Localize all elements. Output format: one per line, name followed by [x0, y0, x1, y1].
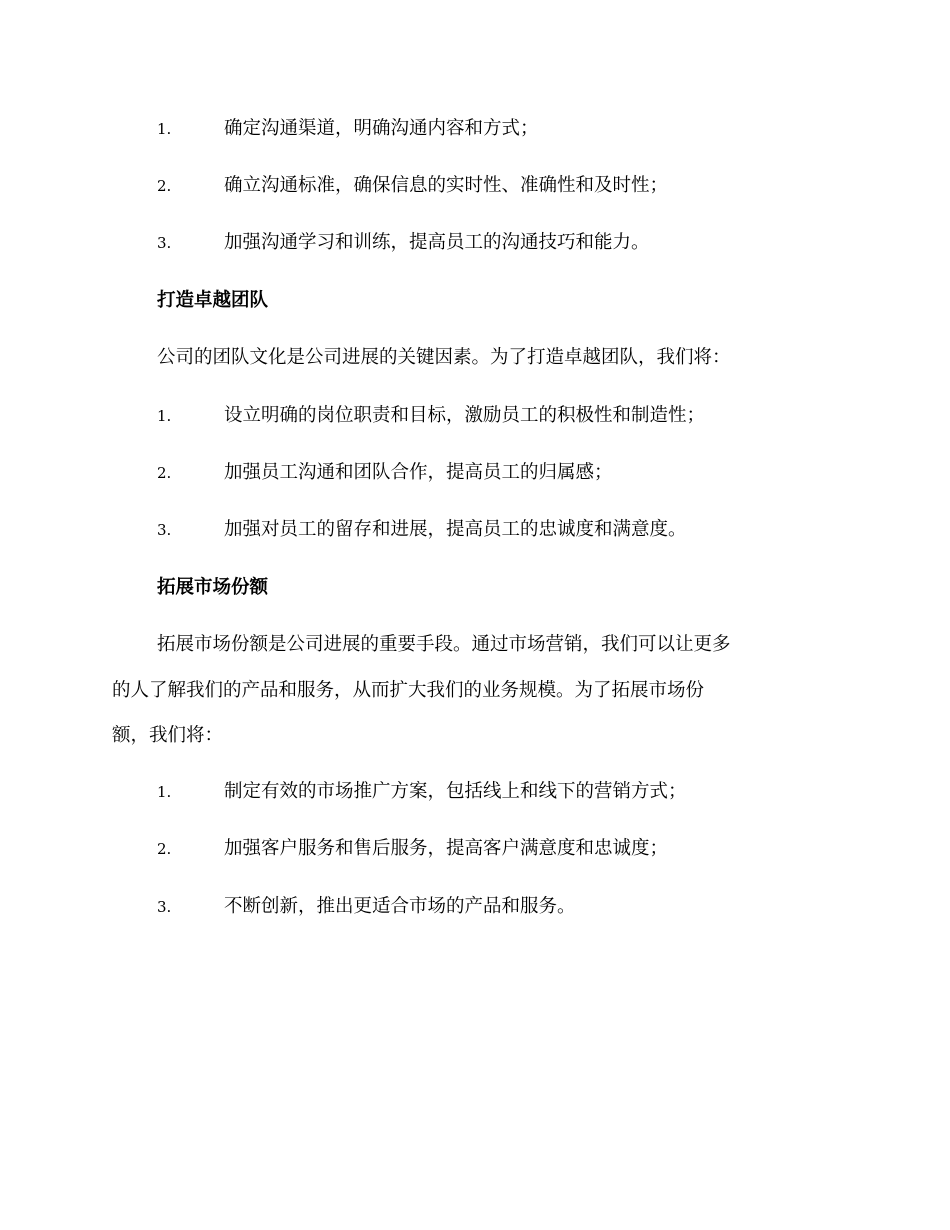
list-text: 制定有效的市场推广方案，包括线上和线下的营销方式； — [224, 781, 687, 802]
list-item — [0, 114, 950, 144]
list-text: 加强客户服务和售后服务，提高客户满意度和忠诚度； — [224, 838, 669, 859]
list-item — [0, 458, 950, 488]
list-number: 3. — [157, 898, 172, 916]
section-heading: 拓展市场份额 — [157, 577, 269, 598]
section-heading: 打造卓越团队 — [157, 290, 269, 311]
list-number: 1. — [157, 120, 172, 138]
list-item — [0, 401, 950, 431]
list-item — [0, 892, 950, 922]
list-number: 2. — [157, 464, 172, 482]
list-text: 加强沟通学习和训练，提高员工的沟通技巧和能力。 — [224, 232, 650, 253]
paragraph-line: 拓展市场份额是公司进展的重要手段。通过市场营销，我们可以让更多 — [157, 634, 731, 655]
list-text: 加强员工沟通和团队合作，提高员工的归属感； — [224, 462, 613, 483]
paragraph-line: 的人了解我们的产品和服务，从而扩大我们的业务规模。为了拓展市场份 — [112, 680, 705, 701]
list-number: 1. — [157, 407, 172, 425]
list-item — [0, 834, 950, 864]
list-number: 3. — [157, 521, 172, 539]
list-item — [0, 777, 950, 807]
list-text: 确立沟通标准，确保信息的实时性、准确性和及时性； — [224, 175, 669, 196]
list-number: 3. — [157, 234, 172, 252]
list-number: 2. — [157, 840, 172, 858]
paragraph-line: 额，我们将： — [112, 725, 224, 746]
list-number: 1. — [157, 783, 172, 801]
paragraph: 公司的团队文化是公司进展的关键因素。为了打造卓越团队，我们将： — [157, 347, 731, 368]
list-text: 确定沟通渠道，明确沟通内容和方式； — [224, 118, 539, 139]
list-number: 2. — [157, 177, 172, 195]
list-text: 加强对员工的留存和进展，提高员工的忠诚度和满意度。 — [224, 519, 687, 540]
list-item — [0, 171, 950, 201]
list-text: 不断创新，推出更适合市场的产品和服务。 — [224, 896, 576, 917]
list-item — [0, 228, 950, 258]
list-item — [0, 515, 950, 545]
list-text: 设立明确的岗位职责和目标，激励员工的积极性和制造性； — [224, 405, 706, 426]
